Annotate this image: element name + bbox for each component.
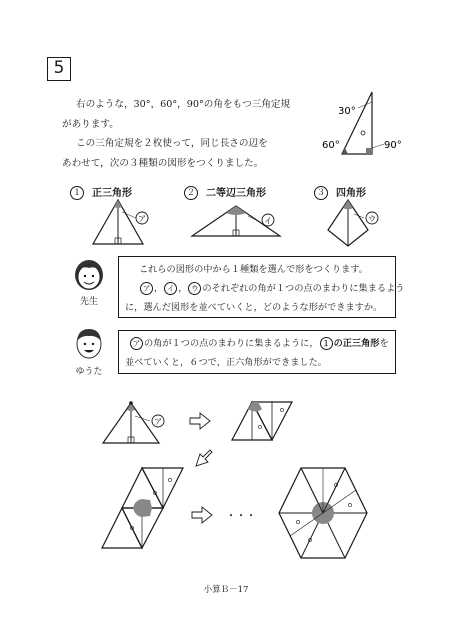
intro-text [62,95,290,173]
inline-mark-a-2: ア [130,337,143,350]
teacher-line-1: これらの図形の中から１種類を選んで形をつくります。 [139,264,368,275]
arrow-diagonal-icon [196,450,212,466]
teacher-line-2: ア ， イ ， ウ のそれぞれの角が１つの点のまわりに集まるよう [125,279,389,298]
yuta-line-1-post: を [379,338,389,349]
inline-mark-i: イ [164,282,177,295]
yuta-speech [118,330,396,374]
mark-a: ア [138,214,146,224]
teacher-line-2-text: のそれぞれの角が１つの点のまわりに集まるよう [202,283,405,294]
inline-mark-u: ウ [188,282,201,295]
ruler-label-30: 30° [338,106,356,117]
tiling-diagram [0,390,452,570]
continuation-dots: ・・・ [226,511,256,522]
yuta-line-2: 並べていくと，６つで，正六角形ができました。 [125,357,327,368]
ruler-label-90: 90° [384,140,402,151]
step4-hexagon [279,468,367,558]
yuta-name: ゆうた [75,367,103,377]
ruler-label-60: 60° [322,140,340,151]
shape-title-2 [184,184,266,200]
inline-num-1: １ [320,337,333,350]
shape-title-3-text: 四角形 [336,188,366,199]
intro-line-2: があります。 [62,118,119,130]
inline-mark-a: ア [140,282,153,295]
teacher-speech [118,256,405,318]
shape-quadrilateral [324,196,394,252]
shape-isosceles-triangle [188,200,288,242]
mark-i: イ [264,216,272,226]
page-footer: 小算Ｂ－17 [203,585,249,595]
circled-num-2: ２ [184,186,198,200]
yuta-line-1-bold: の正三角形 [333,338,380,349]
step1-mark: ア [154,417,162,427]
intro-line-1: 右のような，30°，60°，90°の角をもつ三角定規 [76,99,291,110]
shape-title-1-text: 正三角形 [92,188,132,199]
mark-u: ウ [368,214,376,224]
circled-num-1: １ [70,186,84,200]
shape-title-2-text: 二等辺三角形 [206,188,266,199]
intro-line-3: この三角定規を２枚使って，同じ長さの辺を [76,138,268,149]
yuta-line-1 [125,334,389,353]
step1-triangle [103,401,164,443]
teacher-avatar [72,256,106,292]
arrow-right-icon [190,413,210,429]
question-number: 5 [47,57,71,81]
step3-three-triangles [102,468,183,548]
step2-rhombus [232,402,292,440]
circled-num-3: ３ [314,186,328,200]
teacher-name: 先生 [79,297,98,307]
teacher-line-3: に，選んだ図形を並べていくと，どのような形ができますか。 [125,302,383,313]
shape-equilateral-triangle [88,198,158,248]
yuta-avatar [74,326,104,360]
triangle-ruler-figure [318,88,418,160]
arrow-right-icon-2 [192,507,212,523]
intro-line-4: あわせて，次の３種類の図形をつくりました。 [62,157,264,169]
yuta-line-1-pre: の角が１つの点のまわりに集まるように， [144,338,319,349]
